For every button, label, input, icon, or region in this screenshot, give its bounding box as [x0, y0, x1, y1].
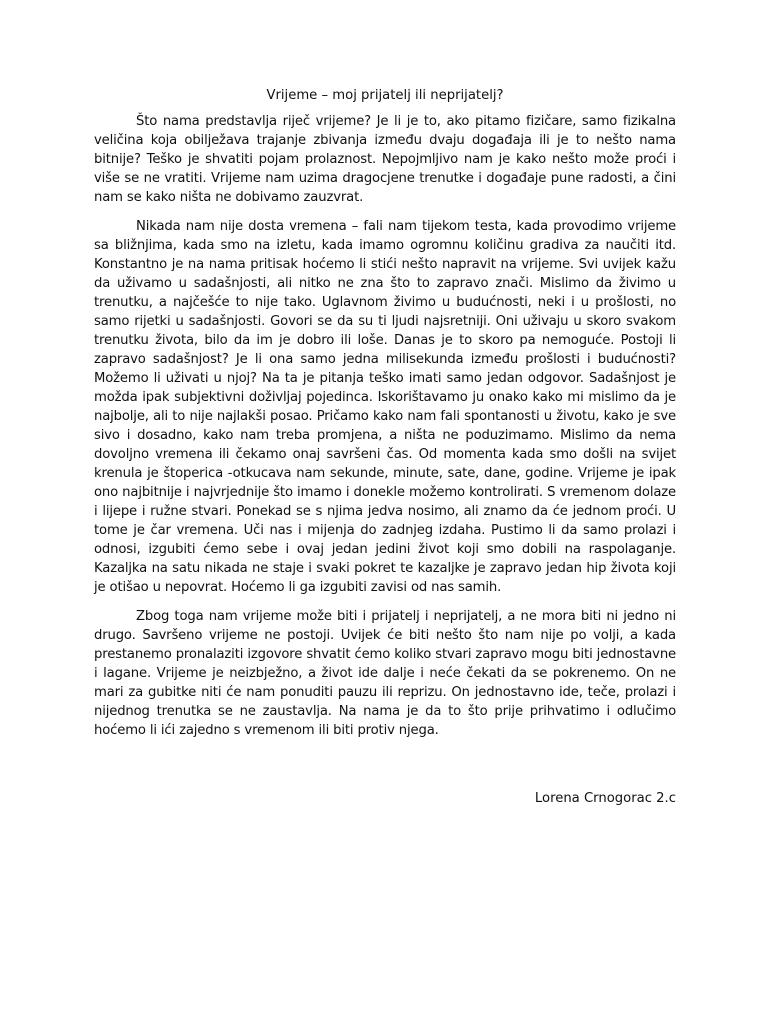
author-signature: Lorena Crnogorac 2.c: [534, 791, 676, 806]
document-title: Vrijeme – moj prijatelj ili neprijatelj?: [266, 88, 504, 103]
document-body: [94, 86, 676, 750]
paragraph-1: Što nama predstavlja riječ vrijeme? Je li je to, ako pitamo fizičare, samo fizikalna veličina koja obilježava trajanje zbivanja između dvaju događaja ili je to nešto nama bitnije? Teško je shvatiti pojam prolaznost. Nepojmljivo nam je kako nešto može proći i više se ne vratiti. Vrijeme nam uzima dragocjene trenutke i događaje pune radosti, a čini nam se kako ništa ne dobivamo zauzvrat.: [94, 114, 676, 205]
paragraph-2: Nikada nam nije dosta vremena – fali nam tijekom testa, kada provodimo vrijeme sa bližnjima, kada smo na izletu, kada imamo ogromnu količinu gradiva za naučiti itd. Konstantno je na nama pritisak hoćemo li stići nešto napravit na vrijeme. Svi uvijek kažu da uživamo u sadašnjosti, ali nitko ne zna što to zapravo znači. Mislimo da živimo u trenutku, a najčešće to nije tako. Uglavnom živimo u budućnosti, neki i u prošlosti, no samo rijetki u sadašnjosti. Govori se da su ti ljudi najsretniji. Oni uživaju u skoro svakom trenutku života, bilo da im je dobro ili loše. Danas je to skoro pa nemoguće. Postoji li zapravo sadašnjost? Je li ona samo jedna milisekunda između prošlosti i budućnosti? Možemo li uživati u njoj? Na ta je pitanja teško imati samo jedan odgovor. Sadašnjost je možda ipak subjektivni doživljaj pojedinca. Iskorištavamo ju onako kako mi mislimo da je najbolje, ali to nije najlakši posao. Pričamo kako nam fali spontanosti u životu, kako je sve sivo i dosadno, kako nam treba promjena, a ništa ne poduzimamo. Mislimo da nema dovoljno vremena ili čekamo onaj savršeni čas. Od momenta kada smo došli na svijet krenula je štoperica -otkucava nam sekunde, minute, sate, dane, godine. Vrijeme je ipak ono najbitnije i najvrjednije što imamo i donekle možemo kontrolirati. S vremenom dolaze i lijepe i ružne stvari. Ponekad se s njima jedva nosimo, ali znamo da će jednom proći. U tome je čar vremena. Uči nas i mijenja do zadnjeg izdaha. Pustimo li da samo prolazi i odnosi, izgubiti ćemo sebe i ovaj jedan jedini život koji smo dobili na raspolaganje. Kazaljka na satu nikada ne staje i svaki pokret te kazaljke je zapravo jedan hip života koji je otišao u nepovrat. Hoćemo li ga izgubiti zavisi od nas samih.: [94, 219, 676, 595]
paragraph-3: Zbog toga nam vrijeme može biti i prijatelj i neprijatelj, a ne mora biti ni jedno ni drugo. Savršeno vrijeme ne postoji. Uvijek će biti nešto što nam nije po volji, a kada prestanemo pronalaziti izgovore shvatit ćemo koliko stvari zapravo mogu biti jednostavne i lagane. Vrijeme je neizbježno, a život ide dalje i neće čekati da se pokrenemo. On ne mari za gubitke niti će nam ponuditi pauzu ili reprizu. On jednostavno ide, teče, prolazi i nijednog trenutka se ne zaustavlja. Na nama je da to što prije prihvatimo i odlučimo hoćemo li ići zajedno s vremenom ili biti protiv njega.: [94, 609, 676, 738]
